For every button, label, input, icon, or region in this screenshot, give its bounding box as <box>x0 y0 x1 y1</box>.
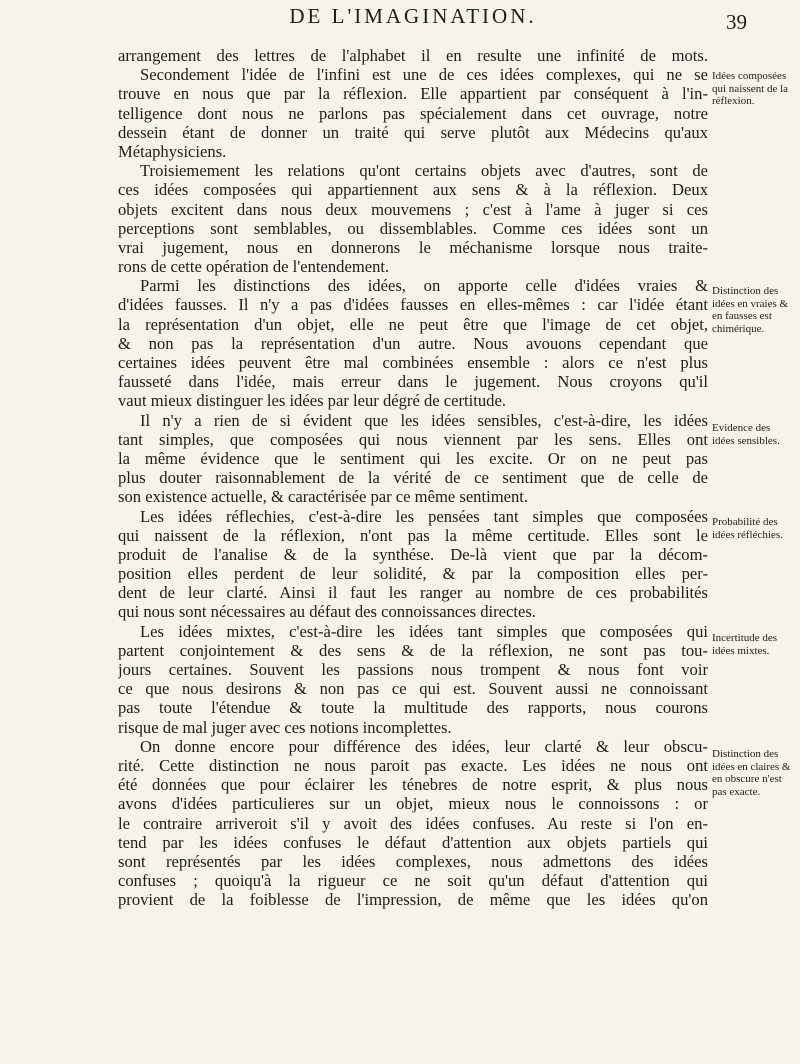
text-line: objets excitent dans nous deux mouvemens ; c'est à l'ame à juger si ces <box>118 199 708 219</box>
text-line: & non pas la représentation d'un autre. Nous avouons cependant que <box>118 333 708 353</box>
text-line: produit de l'analise & de la synthése. De-là vient que par la décom- <box>118 544 708 564</box>
text-line: certaines idées peuvent être mal combinées ensemble : alors ce n'est plus <box>118 353 708 372</box>
text-line: confuses ; quoiqu'à la rigueur ce ne soit qu'un défaut d'attention qui <box>118 871 708 891</box>
text-line: Les idées réflechies, c'est-à-dire les pensées tant simples que composées <box>140 506 708 526</box>
text-line: été données que pour éclairer les ténebres de notre esprit, & plus nous <box>118 775 708 795</box>
text-line: provient de la foiblesse de l'impression, de même que les idées qu'on <box>118 890 708 910</box>
text-line: Les idées mixtes, c'est-à-dire les idées tant simples que composées qui <box>140 621 708 641</box>
text-line: la même évidence que le sentiment qui les excite. Or on ne peut pas <box>118 448 708 468</box>
text-line: risque de mal juger avec ces notions incomplettes. <box>118 717 452 737</box>
margin-note: Distinction des idées en claires & en obscure n'est pas exacte. <box>712 748 791 798</box>
text-line: avons d'idées particulieres sur un objet, mieux nous le connoissons : or <box>118 794 708 814</box>
margin-note: Incertitude des idées mixtes. <box>712 632 778 657</box>
text-line: Parmi les distinctions des idées, on apporte celle d'idées vraies & <box>140 276 708 296</box>
text-line: partent conjointement & des sens & de la réflexion, ne sont pas tou- <box>118 640 708 660</box>
text-line: tant simples, que composées qui nous viennent par les sens. Elles ont <box>118 429 708 449</box>
text-line: la représentation d'un objet, elle ne peut être que l'image de cet objet, <box>118 314 708 334</box>
text-line: rité. Cette distinction ne nous paroit pas exacte. Les idées ne nous ont <box>118 755 708 775</box>
text-line: dent de leur clarté. Ainsi il faut les ranger au nombre de ces probabilités <box>118 583 708 603</box>
text-line: d'idées fausses. Il n'y a pas d'idées fausses en elles-mêmes : car l'idée étant <box>118 295 708 315</box>
text-line: tend par les idées confuses le défaut d'attention aux objets partiels qui <box>118 832 708 852</box>
text-line: trouve en nous que par la réflexion. Elle appartient par conséquent à l'in- <box>118 84 708 104</box>
text-line: arrangement des lettres de l'alphabet il en resulte une infinité de mots. <box>118 46 708 65</box>
text-line: ces idées composées qui appartiennent aux sens & à la réflexion. Deux <box>118 180 708 200</box>
margin-note: Probabilité des idées réfléchies. <box>712 516 783 541</box>
text-line: perceptions sont semblables, ou dissemblables. Comme ces idées sont un <box>118 218 708 238</box>
text-line: position elles perdent de leur solidité, & par la composition elles per- <box>118 564 708 584</box>
text-line: vaut mieux distinguer les idées par leur dégré de certitude. <box>118 391 506 411</box>
text-line: plus douter raisonnablement de la vérité de ce sentiment que de celle de <box>118 468 708 488</box>
text-line: Secondement l'idée de l'infini est une de ces idées complexes, qui ne se <box>140 65 708 85</box>
text-line: fausseté dans l'idée, mais erreur dans le jugement. Nous croyons qu'il <box>118 372 708 392</box>
text-line: qui nous sont nécessaires au défaut des connoissances directes. <box>118 602 536 622</box>
running-head: DE L'IMAGINATION. <box>289 4 537 28</box>
text-line: dessein étant de donner un traité qui serve plutôt aux Médecins qu'aux <box>118 122 708 142</box>
page-number: 39 <box>726 10 747 34</box>
margin-note: Evidence des idées sensibles. <box>712 422 780 447</box>
text-line: Troisiemement les relations qu'ont certains objets avec d'autres, sont de <box>140 161 708 181</box>
main-text-block <box>118 46 708 909</box>
text-line: sont représentés par les idées complexes, nous admettons des idées <box>118 851 708 871</box>
text-line: rons de cette opération de l'entendement. <box>118 257 390 277</box>
text-line: son existence actuelle, & caractérisée par ce même sentiment. <box>118 487 529 507</box>
text-line: qui naissent de la réflexion, n'ont pas la même certitude. Elles sont le <box>118 525 708 545</box>
text-line: jours certaines. Souvent les passions nous trompent & nous font voir <box>118 660 708 679</box>
text-line: ce que nous desirons & non pas ce qui est. Souvent aussi ne connoissant <box>118 679 708 699</box>
text-line: Métaphysiciens. <box>118 141 227 161</box>
text-line: Il n'y a rien de si évident que les idées sensibles, c'est-à-dire, les idées <box>140 410 708 430</box>
text-line: pas toute l'étendue & toute la multitude des rapports, nous courons <box>118 698 708 718</box>
margin-note: Idées composées qui naissent de la réflexion. <box>712 70 789 107</box>
text-line: le contraire arriveroit s'il y avoit des idées confuses. Au reste si l'on en- <box>118 813 708 833</box>
text-line: vrai jugement, nous en donnerons le méchanisme lorsque nous traite- <box>118 237 708 257</box>
text-line: telligence dont nous ne parlons pas spécialement dans cet ouvrage, notre <box>118 103 708 123</box>
text-line: On donne encore pour différence des idées, leur clarté & leur obscu- <box>140 736 708 756</box>
margin-note: Distinction des idées en vraies & en fausses est chimérique. <box>712 285 789 335</box>
